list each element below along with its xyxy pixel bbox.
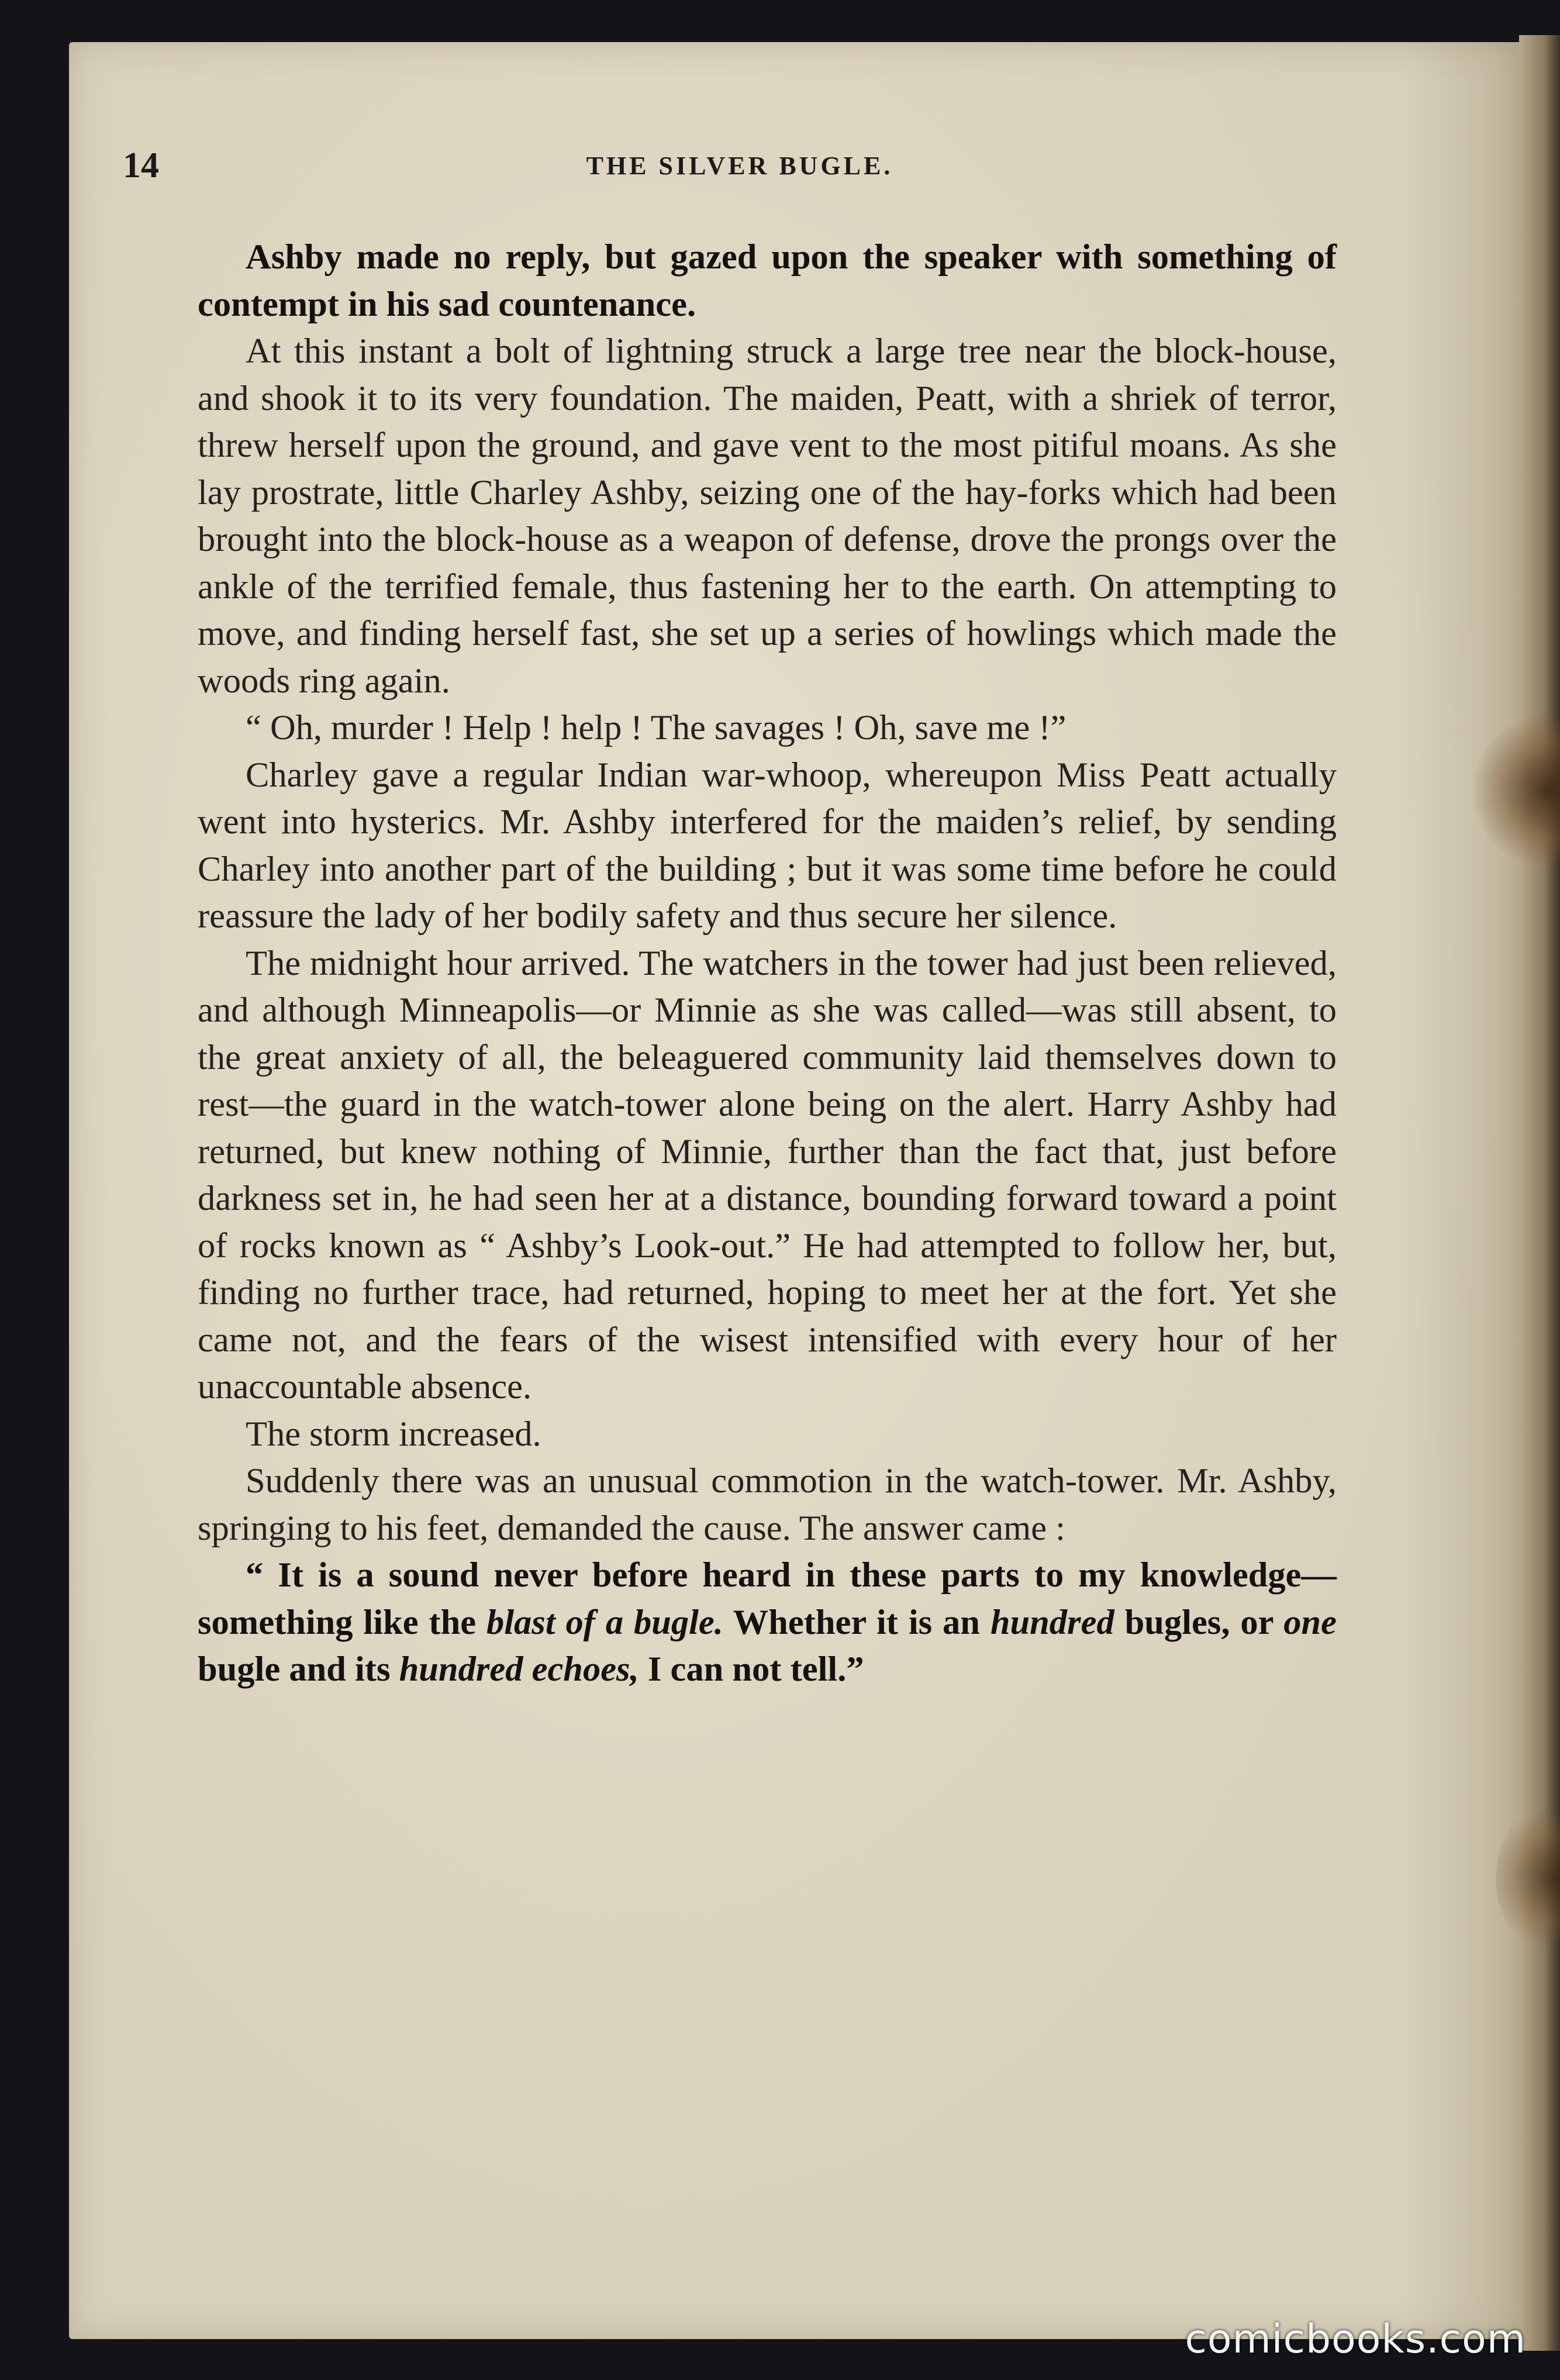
burn-stain (1496, 1802, 1560, 1954)
italic-text: hundred (990, 1602, 1114, 1642)
paragraph: Suddenly there was an unusual commotion in the watch-tower. Mr. Ashby, springing to his feet, demanded the cause. The answer came : (198, 1461, 1337, 1548)
paragraph: Ashby made no reply, but gazed upon the speaker with something of contempt in his sad countenance. (198, 237, 1337, 324)
page-number: 14 (123, 146, 159, 185)
running-title: THE SILVER BUGLE. (586, 151, 893, 180)
paragraph: Charley gave a regular Indian war-whoop, whereupon Miss Peatt actually went into hysterics. Mr. Ashby interfered for the maiden’s relief, by sending Charley into another part of the building ; but it was some time before he could reassure the lady of her bodily safety and thus secure her silence. (198, 755, 1337, 936)
page-header (123, 145, 1357, 198)
paragraph: At this instant a bolt of lightning struck a large tree near the block-house, and shook it to its very foundation. The maiden, Peatt, with a shriek of terror, threw herself upon the ground, and gave vent to the most pitiful moans. As she lay prostrate, little Charley Ashby, seizing one of the hay-forks which had been brought into the block-house as a weapon of defense, drove the prongs over the ankle of the terrified female, thus fastening her to the earth. On attempting to move, and finding herself fast, she set up a series of howlings which made the woods ring again. (198, 332, 1337, 701)
italic-text: hundred echoes, (399, 1650, 639, 1689)
text-run: bugle and its (198, 1650, 399, 1689)
watermark: comicbooks.com (1185, 2316, 1526, 2362)
text-run: “ It is a sound never before heard in these parts to my knowledge—something like the (198, 1555, 1337, 1642)
burn-stain (1472, 715, 1560, 867)
text-run: Whether it is an (723, 1602, 990, 1642)
body-text (198, 234, 1337, 1693)
italic-text: one (1283, 1602, 1337, 1642)
paragraph: “ Oh, murder ! Help ! help ! The savages ! Oh, save me !” (246, 708, 1067, 747)
italic-text: blast of a bugle. (486, 1602, 723, 1642)
paragraph: The storm increased. (246, 1414, 541, 1454)
paragraph: The midnight hour arrived. The watchers in the tower had just been relieved, and although Minneapolis—or Minnie as she was called—was still absent, to the great anxiety of all, the beleaguered community laid themselves down to rest—the guard in the watch-tower alone being on the alert. Harry Ashby had returned, but knew nothing of Minnie, further than the fact that, just before darkness set in, he had seen her at a distance, bounding forward toward a point of rocks known as “ Ashby’s Look-out.” He had attempted to follow her, but, finding no further trace, had returned, hoping to meet her at the fort. Yet she came not, and the fears of the wisest intensified with every hour of her unaccountable absence. (198, 943, 1337, 1406)
book-spine (1519, 35, 1560, 2351)
text-run: I can not tell.” (639, 1650, 864, 1689)
text-run: bugles, or (1114, 1602, 1284, 1642)
final-paragraph (198, 1552, 1337, 1693)
